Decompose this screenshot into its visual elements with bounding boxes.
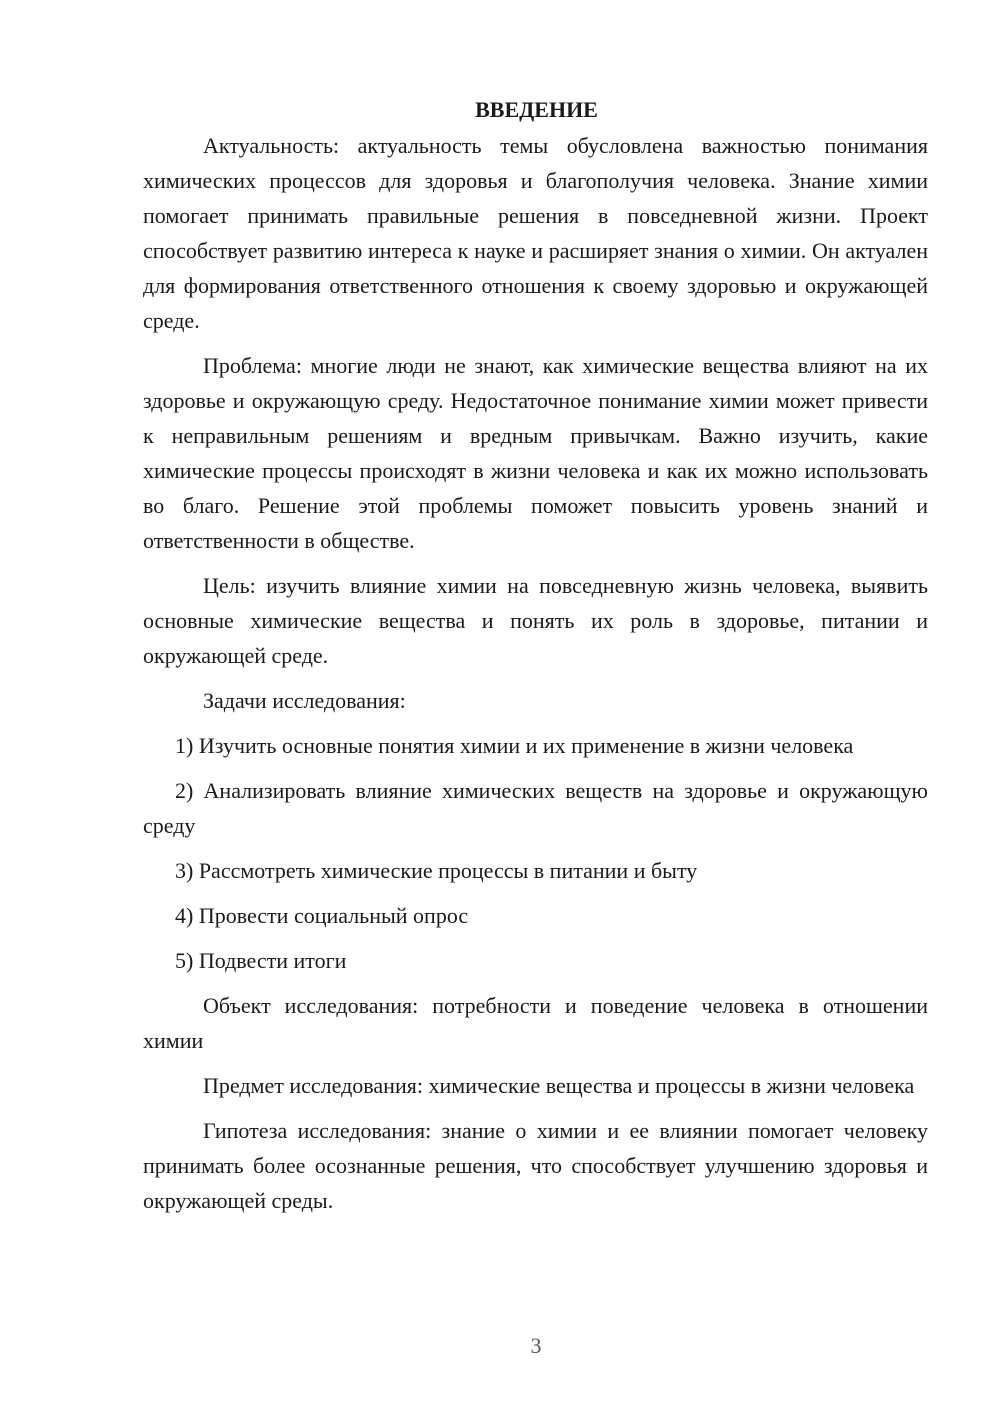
paragraph-goal: Цель: изучить влияние химии на повседневную жизнь человека, выявить основные химические вещества и понять их роль в здоровье, питании и окружающей среде. — [143, 573, 928, 668]
paragraph-tasks-heading: Задачи исследования: — [203, 688, 406, 713]
document-page — [143, 94, 928, 1218]
paragraph-hypothesis: Гипотеза исследования: знание о химии и ее влиянии помогает человеку принимать более осознанные решения, что способствует улучшению здоровья и окружающей среды. — [143, 1118, 928, 1213]
task-item: 2) Анализировать влияние химических веществ на здоровье и окружающую среду — [143, 778, 928, 838]
task-item: 5) Подвести итоги — [175, 948, 347, 973]
paragraph-object: Объект исследования: потребности и поведение человека в отношении химии — [143, 993, 928, 1053]
task-item: 4) Провести социальный опрос — [175, 903, 469, 928]
paragraph-problem: Проблема: многие люди не знают, как химические вещества влияют на их здоровье и окружающую среду. Недостаточное понимание химии может привести к неправильным решениям и вредным привычкам. Важно изучить, какие химические процессы происходят в жизни человека и как их можно использовать во благо. Решение этой проблемы поможет повысить уровень знаний и ответственности в обществе. — [143, 353, 928, 553]
paragraph-relevance: Актуальность: актуальность темы обусловлена важностью понимания химических процессов для здоровья и благополучия человека. Знание химии помогает принимать правильные решения в повседневной жизни. Проект способствует развитию интереса к науке и расширяет знания о химии. Он актуален для формирования ответственного отношения к своему здоровью и окружающей среде. — [143, 133, 928, 333]
page-number: 3 — [530, 1333, 542, 1358]
paragraph-subject: Предмет исследования: химические вещества и процессы в жизни человека — [203, 1073, 915, 1098]
section-title: ВВЕДЕНИЕ — [475, 97, 598, 122]
task-item: 3) Рассмотреть химические процессы в питании и быту — [175, 858, 698, 883]
task-item: 1) Изучить основные понятия химии и их применение в жизни человека — [175, 733, 854, 758]
